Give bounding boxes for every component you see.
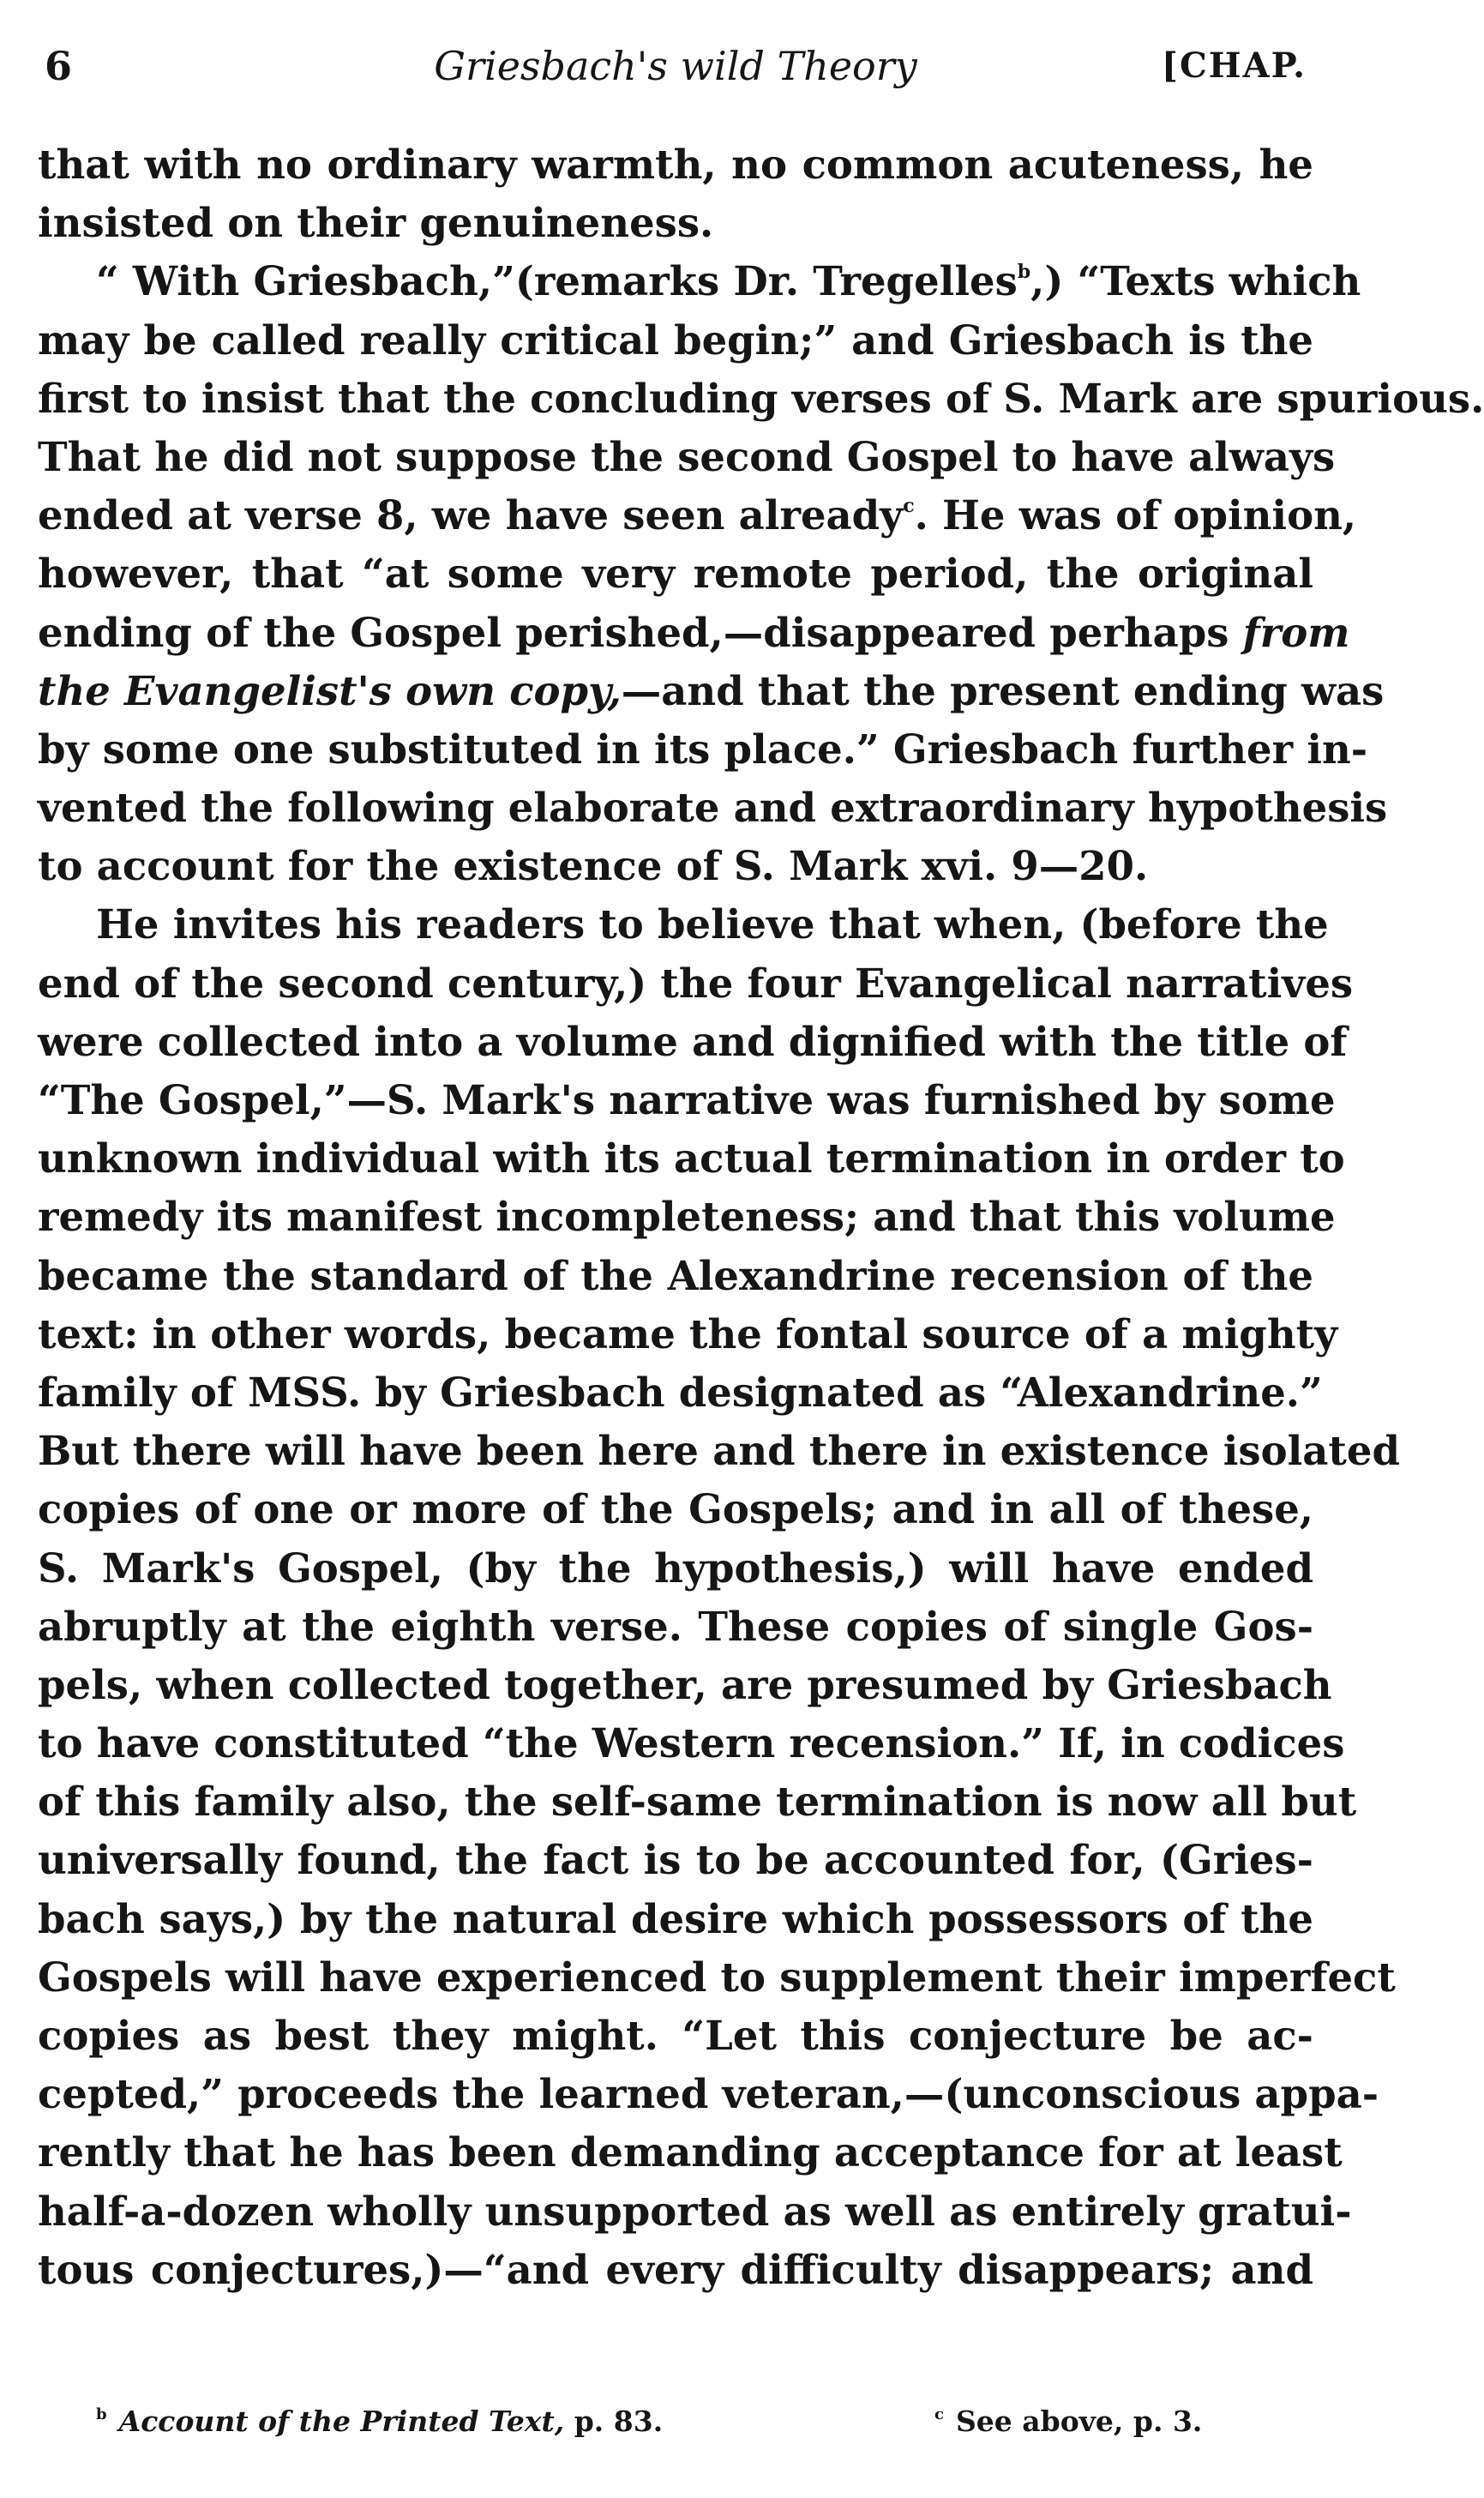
text-line: universally found, the fact is to be accounted for, (Gries-: [38, 1836, 1313, 1884]
text-line: [38, 486, 1357, 545]
text-line: may be called really critical begin;” and Griesbach is the: [38, 316, 1313, 364]
footnote-b-title: Account of the Printed Text,: [118, 2405, 565, 2438]
text-line: to have constituted “the Western recension.” If, in codices: [38, 1719, 1345, 1767]
text-line: But there will have been here and there in existence isolated: [38, 1427, 1400, 1475]
footnote-c-text: See above, p. 3.: [955, 2405, 1203, 2438]
text-line: first to insist that the concluding verses of S. Mark are spurious.: [38, 374, 1484, 422]
running-header: [38, 36, 1313, 96]
text-run: —and that the present ending was: [621, 666, 1385, 714]
body-text: [38, 135, 1484, 2299]
text-line: remedy its manifest incompleteness; and that this volume: [38, 1193, 1336, 1241]
text-run: “ With Griesbach,”(remarks Dr. Tregelles: [96, 257, 1018, 305]
text-run: ending of the Gospel perished,—disappeared perhaps: [38, 608, 1229, 656]
footnote-b-marker: b: [96, 2405, 107, 2423]
text-line: family of MSS. by Griesbach designated as “Alexandrine.”: [38, 1368, 1323, 1416]
text-line: of this family also, the self-same termination is now all but: [38, 1778, 1357, 1826]
text-line: rently that he has been demanding acceptance for at least: [38, 2128, 1343, 2176]
footnotes: [38, 2398, 1313, 2446]
text-line: copies as best they might. “Let this conjecture be ac-: [38, 2012, 1313, 2059]
text-run: ended at verse 8, we have seen already: [38, 491, 904, 539]
footnote-marker-c: c: [903, 495, 915, 518]
text-line: [38, 662, 1385, 720]
text-run: . He was of opinion,: [914, 491, 1357, 539]
footnote-c: [934, 2398, 1202, 2446]
text-run: ,) “Texts which: [1030, 257, 1361, 305]
text-line: end of the second century,) the four Evangelical narratives: [38, 959, 1354, 1007]
text-line: bach says,) by the natural desire which possessors of the: [38, 1894, 1313, 1942]
footnote-b-ref: p. 83.: [564, 2405, 664, 2438]
text-line: became the standard of the Alexandrine recension of the: [38, 1251, 1313, 1299]
italic-run: the Evangelist's own copy,: [38, 666, 622, 714]
text-line: that with no ordinary warmth, no common acuteness, he: [38, 141, 1313, 188]
text-line: half-a-dozen wholly unsupported as well as entirely gratui-: [38, 2187, 1352, 2235]
text-line: abruptly at the eighth verse. These copies of single Gos-: [38, 1602, 1313, 1650]
running-title: Griesbach's wild Theory: [434, 43, 917, 89]
text-line: to account for the existence of S. Mark xvi. 9—20.: [38, 842, 1149, 890]
text-line: [38, 252, 1361, 310]
text-line: copies of one or more of the Gospels; and in all of these,: [38, 1485, 1313, 1533]
text-line: tous conjectures,)—“and every difficulty disappears; and: [38, 2245, 1313, 2293]
text-line: vented the following elaborate and extraordinary hypothesis: [38, 784, 1388, 832]
footnote-c-marker: c: [934, 2405, 944, 2423]
text-line: He invites his readers to believe that when, (before the: [96, 900, 1329, 948]
text-line: by some one substituted in its place.” Griesbach further in-: [38, 725, 1368, 773]
text-line: text: in other words, became the fontal source of a mighty: [38, 1309, 1338, 1357]
page-number: 6: [45, 43, 73, 89]
italic-run: from: [1242, 608, 1350, 656]
text-line: cepted,” proceeds the learned veteran,—(unconscious appa-: [38, 2070, 1379, 2118]
text-line: “The Gospel,”—S. Mark's narrative was furnished by some: [38, 1076, 1336, 1123]
text-line: however, that “at some very remote period, the original: [38, 550, 1313, 598]
text-line: [38, 604, 1350, 662]
footnote-b: [96, 2398, 663, 2446]
text-line: insisted on their genuineness.: [38, 199, 714, 247]
text-line: were collected into a volume and dignified with the title of: [38, 1017, 1348, 1065]
text-line: pels, when collected together, are presumed by Griesbach: [38, 1660, 1332, 1708]
text-line: unknown individual with its actual termination in order to: [38, 1135, 1345, 1183]
chapter-marker: [CHAP.: [1162, 45, 1307, 86]
text-line: S. Mark's Gospel, (by the hypothesis,) will have ended: [38, 1544, 1313, 1592]
text-line: That he did not suppose the second Gospel to have always: [38, 432, 1336, 480]
text-line: Gospels will have experienced to supplement their imperfect: [38, 1953, 1396, 2001]
footnote-marker-b: b: [1017, 261, 1031, 284]
